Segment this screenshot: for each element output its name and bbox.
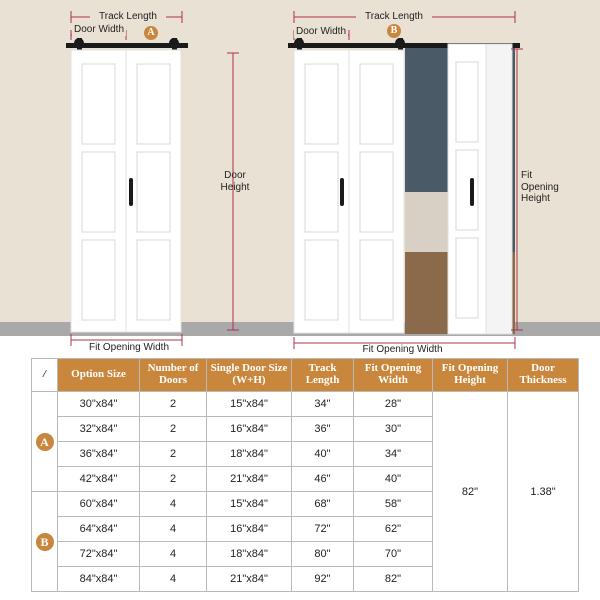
track-length-a-label: Track Length (90, 11, 166, 23)
option-size-cell: 30"x84" (58, 392, 140, 417)
single-door-size-cell: 21"x84" (207, 467, 292, 492)
door-handle-b-folded (470, 178, 474, 206)
fit-opening-width-cell: 58" (354, 492, 433, 517)
number-of-doors-cell: 4 (140, 517, 207, 542)
door-thickness-cell: 1.38" (508, 392, 579, 592)
door-width-b-label: Door Width (295, 26, 346, 37)
roller-b-left (294, 38, 304, 48)
option-size-cell: 36"x84" (58, 442, 140, 467)
header-option-size: Option Size (58, 359, 140, 392)
single-door-size-cell: 18"x84" (207, 442, 292, 467)
number-of-doors-cell: 2 (140, 467, 207, 492)
door-set-a (66, 38, 188, 332)
number-of-doors-cell: 4 (140, 492, 207, 517)
fit-opening-width-b-label: Fit Opening Width (355, 344, 450, 356)
door-b-right (349, 50, 404, 333)
badge-b: B (387, 24, 401, 38)
track-length-cell: 36" (292, 417, 354, 442)
track-length-cell: 72" (292, 517, 354, 542)
header-fit-opening-width: Fit Opening Width (354, 359, 433, 392)
door-set-b (288, 38, 520, 334)
track-length-cell: 40" (292, 442, 354, 467)
roller-a-right (169, 38, 179, 48)
door-width-a-label: Door Width (73, 24, 124, 35)
door-a-left (71, 50, 126, 332)
group-badge-b: B (36, 533, 54, 551)
group-badge-a: A (36, 433, 54, 451)
fit-opening-width-cell: 82" (354, 567, 433, 592)
header-fit-opening-height: Fit Opening Height (433, 359, 508, 392)
fit-opening-width-cell: 34" (354, 442, 433, 467)
track-length-cell: 34" (292, 392, 354, 417)
single-door-size-cell: 18"x84" (207, 542, 292, 567)
size-spec-table (31, 358, 579, 592)
door-b-folded-1 (448, 44, 486, 334)
door-b-folded-2 (486, 44, 512, 334)
group-a-cell (32, 392, 58, 492)
option-size-cell: 60"x84" (58, 492, 140, 517)
track-length-cell: 80" (292, 542, 354, 567)
header-track-length: Track Length (292, 359, 354, 392)
fit-opening-height-label: Fit Opening Height (521, 170, 559, 204)
single-door-size-cell: 16"x84" (207, 417, 292, 442)
track-length-cell: 68" (292, 492, 354, 517)
option-size-cell: 72"x84" (58, 542, 140, 567)
roller-a-left (74, 38, 84, 48)
table-corner-cell: / (32, 359, 58, 392)
door-height-label: Door Height (220, 170, 250, 193)
fit-opening-width-cell: 28" (354, 392, 433, 417)
fit-opening-height-cell: 82" (433, 392, 508, 592)
track-length-cell: 92" (292, 567, 354, 592)
group-b-cell (32, 492, 58, 592)
number-of-doors-cell: 2 (140, 442, 207, 467)
single-door-size-cell: 15"x84" (207, 392, 292, 417)
single-door-size-cell: 16"x84" (207, 517, 292, 542)
table-row (32, 392, 579, 417)
door-handle-a (129, 178, 133, 206)
fit-opening-width-a-label: Fit Opening Width (84, 342, 174, 354)
table-header-row (32, 359, 579, 392)
door-handle-b (340, 178, 344, 206)
header-door-thickness: Door Thickness (508, 359, 579, 392)
badge-a: A (144, 26, 158, 40)
single-door-size-cell: 15"x84" (207, 492, 292, 517)
header-single-door-size: Single Door Size (W+H) (207, 359, 292, 392)
number-of-doors-cell: 4 (140, 567, 207, 592)
track-length-b-label: Track Length (356, 11, 432, 23)
door-a-right (126, 50, 181, 332)
fit-opening-width-cell: 30" (354, 417, 433, 442)
number-of-doors-cell: 2 (140, 417, 207, 442)
fit-opening-width-cell: 40" (354, 467, 433, 492)
header-number-of-doors: Number of Doors (140, 359, 207, 392)
track-length-cell: 46" (292, 467, 354, 492)
single-door-size-cell: 21"x84" (207, 567, 292, 592)
option-size-cell: 64"x84" (58, 517, 140, 542)
option-size-cell: 42"x84" (58, 467, 140, 492)
number-of-doors-cell: 4 (140, 542, 207, 567)
option-size-cell: 32"x84" (58, 417, 140, 442)
number-of-doors-cell: 2 (140, 392, 207, 417)
roller-b-right (395, 38, 405, 48)
fit-opening-width-cell: 62" (354, 517, 433, 542)
option-size-cell: 84"x84" (58, 567, 140, 592)
fit-opening-width-cell: 70" (354, 542, 433, 567)
